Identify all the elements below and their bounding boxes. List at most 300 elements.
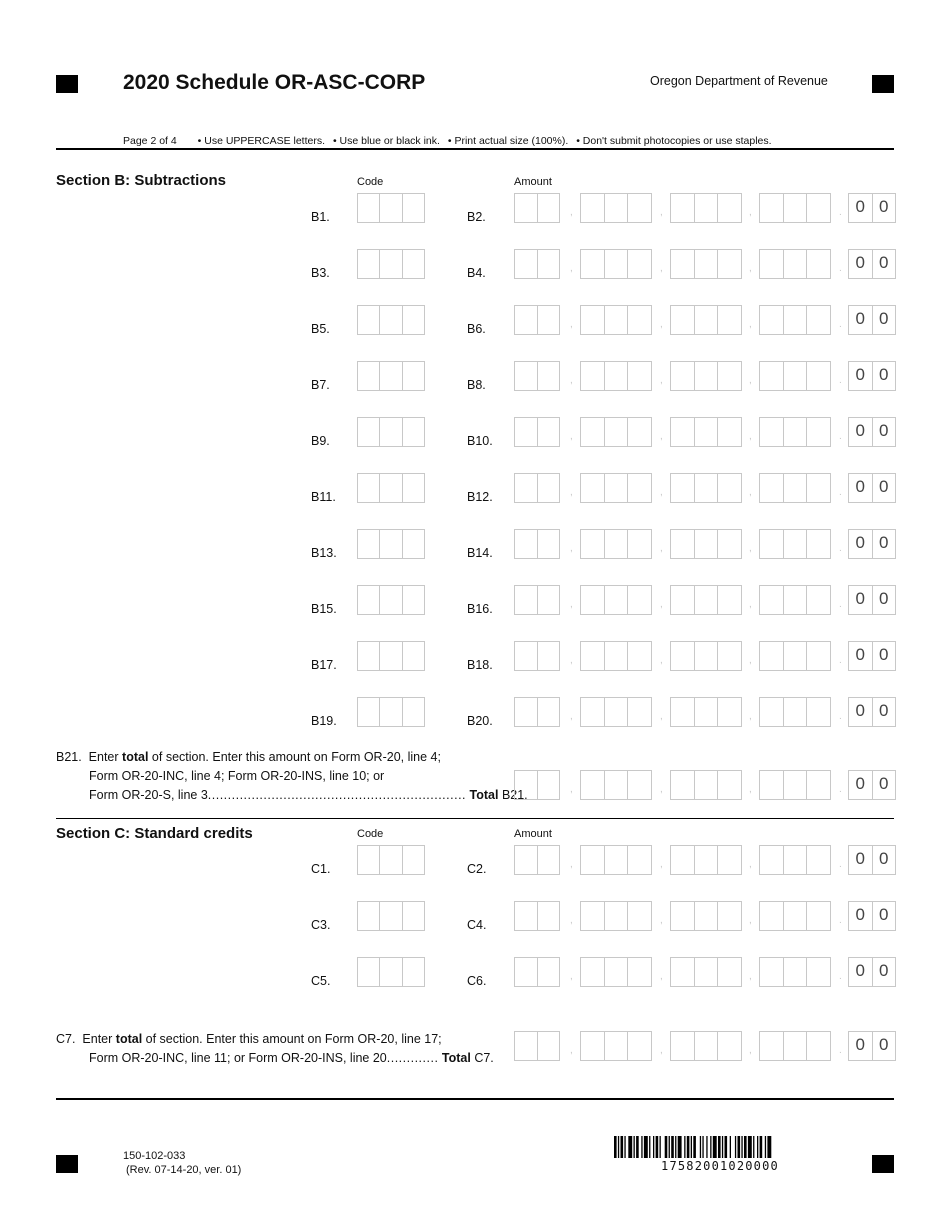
digit-cell[interactable]: [695, 586, 719, 614]
digit-cell[interactable]: [807, 958, 830, 986]
digit-cell[interactable]: [581, 698, 605, 726]
b20-digit-group-1[interactable]: [514, 697, 560, 727]
digit-cell[interactable]: [515, 958, 538, 986]
digit-cell[interactable]: [628, 306, 651, 334]
digit-cell[interactable]: [605, 530, 629, 558]
digit-cell[interactable]: [807, 846, 830, 874]
digit-cell[interactable]: [784, 194, 808, 222]
digit-cell[interactable]: [695, 362, 719, 390]
digit-cell[interactable]: [718, 958, 741, 986]
b16-digit-group-4[interactable]: [759, 585, 831, 615]
digit-cell[interactable]: [760, 902, 784, 930]
b4-amount-field[interactable]: [514, 249, 896, 279]
code-cell[interactable]: [380, 474, 402, 502]
code-cell[interactable]: [403, 474, 424, 502]
digit-cell[interactable]: [807, 902, 830, 930]
digit-cell[interactable]: [718, 418, 741, 446]
digit-cell[interactable]: [605, 418, 629, 446]
digit-cell[interactable]: [581, 902, 605, 930]
digit-cell[interactable]: [671, 698, 695, 726]
b6-amount-field[interactable]: [514, 305, 896, 335]
digit-cell[interactable]: [807, 474, 830, 502]
digit-cell[interactable]: [695, 1032, 719, 1060]
digit-cell[interactable]: [695, 958, 719, 986]
code-cell[interactable]: [380, 250, 402, 278]
digit-cell[interactable]: [605, 846, 629, 874]
digit-cell[interactable]: [515, 306, 538, 334]
b16-digit-group-2[interactable]: [580, 585, 652, 615]
b3-code-field[interactable]: [357, 249, 425, 279]
b2-digit-group-3[interactable]: [670, 193, 742, 223]
b20-digit-group-4[interactable]: [759, 697, 831, 727]
digit-cell[interactable]: [605, 698, 629, 726]
c2-digit-group-2[interactable]: [580, 845, 652, 875]
c6-digit-group-2[interactable]: [580, 957, 652, 987]
digit-cell[interactable]: [760, 250, 784, 278]
digit-cell[interactable]: [807, 418, 830, 446]
digit-cell[interactable]: [760, 771, 784, 799]
b4-digit-group-3[interactable]: [670, 249, 742, 279]
digit-cell[interactable]: [784, 250, 808, 278]
digit-cell[interactable]: [628, 250, 651, 278]
b6-digit-group-1[interactable]: [514, 305, 560, 335]
code-cell[interactable]: [358, 474, 380, 502]
code-cell[interactable]: [403, 586, 424, 614]
b20-cents-box: [848, 697, 896, 727]
digit-cell[interactable]: [718, 771, 741, 799]
b8-digit-group-4[interactable]: [759, 361, 831, 391]
digit-cell[interactable]: [581, 1032, 605, 1060]
digit-cell[interactable]: [515, 474, 538, 502]
digit-cell[interactable]: [628, 586, 651, 614]
digit-cell[interactable]: [605, 474, 629, 502]
thousands-separator: ,: [660, 263, 663, 274]
b16-amount-field[interactable]: [514, 585, 896, 615]
digit-cell[interactable]: [538, 846, 560, 874]
c4-digit-group-1[interactable]: [514, 901, 560, 931]
digit-cell[interactable]: [695, 250, 719, 278]
b16-digit-group-1[interactable]: [514, 585, 560, 615]
b4-digit-group-2[interactable]: [580, 249, 652, 279]
digit-cell[interactable]: [784, 530, 808, 558]
digit-cell[interactable]: [807, 586, 830, 614]
digit-cell[interactable]: [760, 698, 784, 726]
digit-cell[interactable]: [695, 306, 719, 334]
digit-cell[interactable]: [538, 958, 560, 986]
digit-cell[interactable]: [628, 1032, 651, 1060]
digit-cell[interactable]: [718, 1032, 741, 1060]
c2-digit-group-1[interactable]: [514, 845, 560, 875]
digit-cell[interactable]: [538, 194, 560, 222]
b7-code-field[interactable]: [357, 361, 425, 391]
digit-cell[interactable]: [784, 642, 808, 670]
code-cell[interactable]: [403, 194, 424, 222]
code-cell[interactable]: [403, 306, 424, 334]
c2-amount-field[interactable]: [514, 845, 896, 875]
digit-cell[interactable]: [695, 194, 719, 222]
digit-cell[interactable]: [671, 474, 695, 502]
digit-cell[interactable]: [807, 306, 830, 334]
digit-cell[interactable]: [671, 418, 695, 446]
digit-cell[interactable]: [671, 586, 695, 614]
digit-cell[interactable]: [671, 642, 695, 670]
digit-cell[interactable]: [515, 530, 538, 558]
code-cell[interactable]: [358, 362, 380, 390]
digit-cell[interactable]: [671, 362, 695, 390]
digit-cell[interactable]: [538, 474, 560, 502]
digit-cell[interactable]: [784, 1032, 808, 1060]
b20-amount-field[interactable]: [514, 697, 896, 727]
digit-cell[interactable]: [538, 530, 560, 558]
digit-cell[interactable]: [581, 958, 605, 986]
b13-code-field[interactable]: [357, 529, 425, 559]
b10-digit-group-2[interactable]: [580, 417, 652, 447]
digit-cell[interactable]: [807, 194, 830, 222]
digit-cell[interactable]: [605, 306, 629, 334]
digit-cell[interactable]: [695, 698, 719, 726]
b4-digit-group-4[interactable]: [759, 249, 831, 279]
digit-cell[interactable]: [695, 474, 719, 502]
digit-cell[interactable]: [760, 474, 784, 502]
digit-cell[interactable]: [538, 902, 560, 930]
thousands-separator: ,: [749, 971, 752, 982]
b8-amount-field[interactable]: [514, 361, 896, 391]
digit-cell[interactable]: [784, 958, 808, 986]
code-cell[interactable]: [403, 902, 424, 930]
digit-cell[interactable]: [718, 474, 741, 502]
digit-cell[interactable]: [807, 362, 830, 390]
digit-cell[interactable]: [605, 250, 629, 278]
digit-cell[interactable]: [515, 418, 538, 446]
digit-cell[interactable]: [515, 771, 538, 799]
c7-digit-group-4[interactable]: [759, 1031, 831, 1061]
b21-digit-group-3[interactable]: [670, 770, 742, 800]
b16-digit-group-3[interactable]: [670, 585, 742, 615]
code-cell[interactable]: [403, 362, 424, 390]
decimal-separator: .: [839, 971, 842, 982]
code-cell[interactable]: [358, 306, 380, 334]
digit-cell[interactable]: [581, 474, 605, 502]
digit-cell[interactable]: [605, 642, 629, 670]
digit-cell[interactable]: [515, 1032, 538, 1060]
digit-cell[interactable]: [538, 250, 560, 278]
code-cell[interactable]: [358, 902, 380, 930]
code-cell[interactable]: [403, 418, 424, 446]
b8-digit-group-1[interactable]: [514, 361, 560, 391]
digit-cell[interactable]: [605, 586, 629, 614]
b9-code-field[interactable]: [357, 417, 425, 447]
digit-cell[interactable]: [605, 362, 629, 390]
digit-cell[interactable]: [784, 902, 808, 930]
c6-digit-group-4[interactable]: [759, 957, 831, 987]
digit-cell[interactable]: [807, 771, 830, 799]
b14-digit-group-1[interactable]: [514, 529, 560, 559]
digit-cell[interactable]: [628, 530, 651, 558]
code-cell[interactable]: [380, 530, 402, 558]
b14-digit-group-4[interactable]: [759, 529, 831, 559]
digit-cell[interactable]: [628, 418, 651, 446]
digit-cell[interactable]: [515, 846, 538, 874]
digit-cell[interactable]: [695, 642, 719, 670]
digit-cell[interactable]: [515, 362, 538, 390]
digit-cell[interactable]: [760, 306, 784, 334]
digit-cell[interactable]: [695, 771, 719, 799]
digit-cell[interactable]: [784, 418, 808, 446]
digit-cell[interactable]: [760, 958, 784, 986]
digit-cell[interactable]: [538, 771, 560, 799]
digit-cell[interactable]: [718, 642, 741, 670]
c1-code-field[interactable]: [357, 845, 425, 875]
digit-cell[interactable]: [671, 846, 695, 874]
digit-cell[interactable]: [695, 418, 719, 446]
digit-cell[interactable]: [671, 306, 695, 334]
b6-digit-group-3[interactable]: [670, 305, 742, 335]
b21-amount-field[interactable]: [514, 770, 896, 800]
digit-cell[interactable]: [581, 194, 605, 222]
digit-cell[interactable]: [538, 698, 560, 726]
b10-digit-group-1[interactable]: [514, 417, 560, 447]
code-cell[interactable]: [380, 846, 402, 874]
b2-digit-group-1[interactable]: [514, 193, 560, 223]
digit-cell[interactable]: [760, 362, 784, 390]
digit-cell[interactable]: [628, 846, 651, 874]
digit-cell[interactable]: [515, 194, 538, 222]
b12-digit-group-2[interactable]: [580, 473, 652, 503]
b4-digit-group-1[interactable]: [514, 249, 560, 279]
b11-code-field[interactable]: [357, 473, 425, 503]
c7-digit-group-3[interactable]: [670, 1031, 742, 1061]
digit-cell[interactable]: [695, 530, 719, 558]
code-cell[interactable]: [358, 250, 380, 278]
b18-digit-group-3[interactable]: [670, 641, 742, 671]
code-cell[interactable]: [403, 642, 424, 670]
b21-text-line1: of section. Enter this amount on Form OR-20, line 4;: [151, 750, 441, 764]
digit-cell[interactable]: [628, 958, 651, 986]
digit-cell[interactable]: [628, 771, 651, 799]
b12-digit-group-3[interactable]: [670, 473, 742, 503]
b2-digit-group-2[interactable]: [580, 193, 652, 223]
digit-cell[interactable]: [718, 846, 741, 874]
code-cell[interactable]: [403, 698, 424, 726]
digit-cell[interactable]: [718, 530, 741, 558]
digit-cell[interactable]: [628, 194, 651, 222]
code-cell[interactable]: [380, 642, 402, 670]
digit-cell[interactable]: [581, 362, 605, 390]
b20-digit-group-2[interactable]: [580, 697, 652, 727]
b14-amount-field[interactable]: [514, 529, 896, 559]
digit-cell[interactable]: [671, 902, 695, 930]
code-cell[interactable]: [358, 530, 380, 558]
b10-digit-group-4[interactable]: [759, 417, 831, 447]
digit-cell[interactable]: [581, 250, 605, 278]
b21-digit-group-2[interactable]: [580, 770, 652, 800]
digit-cell[interactable]: [784, 771, 808, 799]
digit-cell[interactable]: [538, 362, 560, 390]
digit-cell[interactable]: [784, 846, 808, 874]
digit-cell[interactable]: [671, 530, 695, 558]
code-cell[interactable]: [380, 418, 402, 446]
b6-digit-group-4[interactable]: [759, 305, 831, 335]
code-cell[interactable]: [380, 698, 402, 726]
digit-cell[interactable]: [807, 642, 830, 670]
digit-cell[interactable]: [538, 306, 560, 334]
digit-cell[interactable]: [538, 1032, 560, 1060]
digit-cell[interactable]: [784, 306, 808, 334]
digit-cell[interactable]: [581, 418, 605, 446]
c3-code-field[interactable]: [357, 901, 425, 931]
digit-cell[interactable]: [718, 194, 741, 222]
code-cell[interactable]: [358, 418, 380, 446]
b1-code-field[interactable]: [357, 193, 425, 223]
c4-digit-group-4[interactable]: [759, 901, 831, 931]
code-cell[interactable]: [358, 698, 380, 726]
c4-amount-field[interactable]: [514, 901, 896, 931]
c4-label: C4.: [467, 918, 487, 932]
digit-cell[interactable]: [605, 1032, 629, 1060]
code-cell[interactable]: [403, 958, 424, 986]
b12-amount-field[interactable]: [514, 473, 896, 503]
c6-digit-group-1[interactable]: [514, 957, 560, 987]
digit-cell[interactable]: [807, 530, 830, 558]
digit-cell[interactable]: [515, 902, 538, 930]
digit-cell[interactable]: [671, 958, 695, 986]
code-cell[interactable]: [380, 958, 402, 986]
b10-amount-field[interactable]: [514, 417, 896, 447]
digit-cell[interactable]: [718, 306, 741, 334]
digit-cell[interactable]: [784, 586, 808, 614]
c5-code-field[interactable]: [357, 957, 425, 987]
b20-digit-group-3[interactable]: [670, 697, 742, 727]
b21-digit-group-4[interactable]: [759, 770, 831, 800]
digit-cell[interactable]: [671, 771, 695, 799]
b21-digit-group-1[interactable]: [514, 770, 560, 800]
digit-cell[interactable]: [695, 846, 719, 874]
digit-cell[interactable]: [538, 642, 560, 670]
b14-digit-group-2[interactable]: [580, 529, 652, 559]
digit-cell[interactable]: [784, 362, 808, 390]
digit-cell[interactable]: [760, 642, 784, 670]
code-cell[interactable]: [358, 194, 380, 222]
digit-cell[interactable]: [581, 771, 605, 799]
digit-cell[interactable]: [581, 846, 605, 874]
b6-digit-group-2[interactable]: [580, 305, 652, 335]
digit-cell[interactable]: [760, 418, 784, 446]
digit-cell[interactable]: [718, 250, 741, 278]
digit-cell[interactable]: [718, 902, 741, 930]
digit-cell[interactable]: [515, 642, 538, 670]
code-cell[interactable]: [358, 586, 380, 614]
form-revision: (Rev. 07-14-20, ver. 01): [126, 1164, 242, 1176]
thousands-separator: ,: [660, 859, 663, 870]
b12-digit-group-1[interactable]: [514, 473, 560, 503]
digit-cell[interactable]: [581, 586, 605, 614]
c7-digit-group-2[interactable]: [580, 1031, 652, 1061]
code-cell[interactable]: [403, 846, 424, 874]
b5-code-field[interactable]: [357, 305, 425, 335]
digit-cell[interactable]: [784, 698, 808, 726]
b2-digit-group-4[interactable]: [759, 193, 831, 223]
digit-cell[interactable]: [515, 586, 538, 614]
b18-amount-field[interactable]: [514, 641, 896, 671]
c6-amount-field[interactable]: [514, 957, 896, 987]
digit-cell[interactable]: [760, 586, 784, 614]
c6-digit-group-3[interactable]: [670, 957, 742, 987]
digit-cell[interactable]: [718, 362, 741, 390]
c7-amount-field[interactable]: [514, 1031, 896, 1061]
digit-cell[interactable]: [807, 1032, 830, 1060]
digit-cell[interactable]: [718, 586, 741, 614]
digit-cell[interactable]: [515, 250, 538, 278]
digit-cell[interactable]: [671, 194, 695, 222]
b18-digit-group-2[interactable]: [580, 641, 652, 671]
b17-code-field[interactable]: [357, 641, 425, 671]
digit-cell[interactable]: [718, 698, 741, 726]
digit-cell[interactable]: [628, 362, 651, 390]
digit-cell[interactable]: [605, 194, 629, 222]
b18-digit-group-1[interactable]: [514, 641, 560, 671]
code-cell[interactable]: [403, 530, 424, 558]
digit-cell[interactable]: [784, 474, 808, 502]
code-cell[interactable]: [403, 250, 424, 278]
c2-digit-group-3[interactable]: [670, 845, 742, 875]
code-cell[interactable]: [358, 846, 380, 874]
code-cell[interactable]: [380, 902, 402, 930]
b19-code-field[interactable]: [357, 697, 425, 727]
digit-cell[interactable]: [538, 418, 560, 446]
b18-digit-group-4[interactable]: [759, 641, 831, 671]
digit-cell[interactable]: [605, 902, 629, 930]
digit-cell[interactable]: [671, 250, 695, 278]
digit-cell[interactable]: [760, 1032, 784, 1060]
code-cell[interactable]: [380, 362, 402, 390]
code-cell[interactable]: [380, 586, 402, 614]
digit-cell[interactable]: [628, 474, 651, 502]
digit-cell[interactable]: [760, 846, 784, 874]
digit-cell[interactable]: [760, 530, 784, 558]
b12-digit-group-4[interactable]: [759, 473, 831, 503]
digit-cell[interactable]: [581, 306, 605, 334]
c7-digit-group-1[interactable]: [514, 1031, 560, 1061]
digit-cell[interactable]: [760, 194, 784, 222]
digit-cell[interactable]: [538, 586, 560, 614]
b8-digit-group-3[interactable]: [670, 361, 742, 391]
digit-cell[interactable]: [515, 698, 538, 726]
digit-cell[interactable]: [671, 1032, 695, 1060]
digit-cell[interactable]: [605, 958, 629, 986]
b2-amount-field[interactable]: [514, 193, 896, 223]
c4-digit-group-2[interactable]: [580, 901, 652, 931]
code-cell[interactable]: [380, 194, 402, 222]
code-cell[interactable]: [358, 958, 380, 986]
b14-digit-group-3[interactable]: [670, 529, 742, 559]
code-cell[interactable]: [358, 642, 380, 670]
b10-digit-group-3[interactable]: [670, 417, 742, 447]
c4-digit-group-3[interactable]: [670, 901, 742, 931]
digit-cell[interactable]: [695, 902, 719, 930]
b15-code-field[interactable]: [357, 585, 425, 615]
digit-cell[interactable]: [605, 771, 629, 799]
b8-digit-group-2[interactable]: [580, 361, 652, 391]
digit-cell[interactable]: [581, 530, 605, 558]
digit-cell[interactable]: [628, 698, 651, 726]
digit-cell[interactable]: [628, 902, 651, 930]
digit-cell[interactable]: [807, 250, 830, 278]
code-cell[interactable]: [380, 306, 402, 334]
digit-cell[interactable]: [581, 642, 605, 670]
digit-cell[interactable]: [628, 642, 651, 670]
digit-cell[interactable]: [807, 698, 830, 726]
c2-digit-group-4[interactable]: [759, 845, 831, 875]
